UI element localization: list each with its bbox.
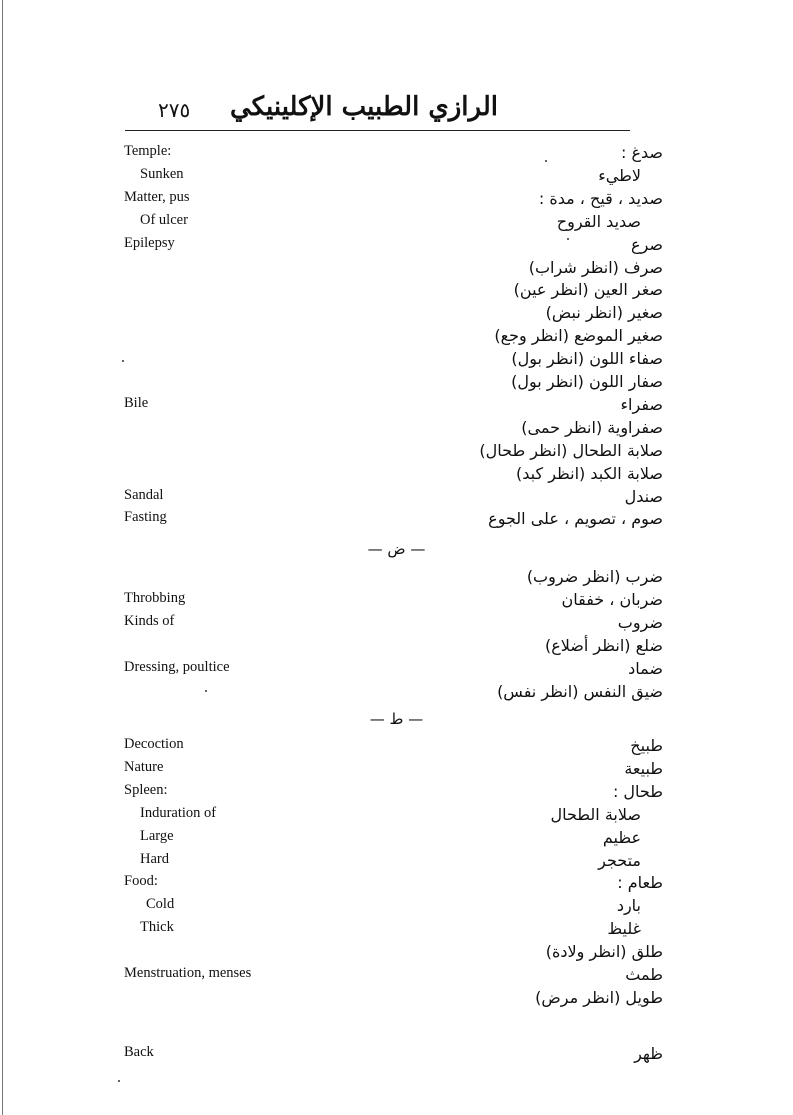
english-term: Of ulcer xyxy=(140,211,188,228)
glossary-entry xyxy=(0,965,793,987)
glossary-entry xyxy=(0,372,793,394)
glossary-entry xyxy=(0,395,793,417)
arabic-term: طلق (انظر ولادة) xyxy=(545,942,663,962)
arabic-term: ظهر xyxy=(634,1044,663,1063)
arabic-term: صديد القروح xyxy=(556,211,641,231)
arabic-term: ضربان ، خفقان xyxy=(561,589,663,609)
glossary-entry xyxy=(0,212,793,234)
arabic-term: صرف (انظر شراب) xyxy=(528,257,663,277)
arabic-term: صغير (انظر نبض) xyxy=(545,303,663,323)
print-speck xyxy=(567,238,569,240)
english-term: Bile xyxy=(124,394,149,411)
arabic-term: صوم ، تصويم ، على الجوع xyxy=(488,509,663,529)
arabic-term: طعام : xyxy=(617,873,663,893)
arabic-term: صفار اللون (انظر بول) xyxy=(511,372,663,391)
english-term: Fasting xyxy=(124,509,167,526)
letter-section-divider: — ط — xyxy=(369,710,424,728)
glossary-entry xyxy=(0,851,793,873)
glossary-entry xyxy=(0,1044,793,1066)
glossary-entry xyxy=(0,487,793,509)
arabic-term: غليظ xyxy=(607,919,641,939)
english-term: Large xyxy=(140,827,174,844)
english-term: Back xyxy=(124,1044,154,1060)
glossary-entry xyxy=(0,759,793,781)
glossary-entry xyxy=(0,873,793,895)
glossary-entry xyxy=(0,189,793,211)
arabic-term: صلابة الكبد (انظر كبد) xyxy=(516,463,663,483)
english-term: Dressing, poultice xyxy=(124,658,230,675)
glossary-entry xyxy=(0,418,793,440)
glossary-entry xyxy=(0,280,793,302)
arabic-term: طحال : xyxy=(612,781,663,801)
print-speck xyxy=(118,1080,120,1082)
english-term: Food: xyxy=(124,873,158,890)
arabic-term: صفراء xyxy=(620,394,663,414)
running-title: الرازي الطبيب الإكلينيكي xyxy=(229,92,498,122)
arabic-term: صندل xyxy=(624,486,663,506)
glossary-entry xyxy=(0,942,793,964)
english-term: Hard xyxy=(140,850,169,867)
arabic-term: صفراوية (انظر حمى) xyxy=(521,417,663,437)
arabic-term: صلابة الطحال (انظر طحال) xyxy=(479,440,663,460)
arabic-term: صدغ : xyxy=(620,143,663,162)
arabic-term: صفاء اللون (انظر بول) xyxy=(511,349,663,369)
glossary-entry xyxy=(0,441,793,463)
english-term: Menstruation, menses xyxy=(124,965,252,981)
print-speck xyxy=(545,160,547,162)
glossary-entry xyxy=(0,143,793,165)
glossary-entry xyxy=(0,258,793,280)
arabic-term: بارد xyxy=(616,896,641,916)
page-number: ٢٧٥ xyxy=(158,98,191,122)
header-rule xyxy=(125,130,630,131)
arabic-term: لاطيء xyxy=(598,165,641,185)
arabic-term: صرع xyxy=(631,234,663,254)
glossary-entry xyxy=(0,636,793,658)
arabic-term: صلابة الطحال xyxy=(550,804,641,824)
glossary-entry xyxy=(0,464,793,486)
english-term: Kinds of xyxy=(124,612,175,629)
arabic-term: ضروب xyxy=(617,612,663,632)
arabic-term: طبيعة xyxy=(624,758,663,778)
glossary-entry xyxy=(0,166,793,188)
glossary-entry xyxy=(0,349,793,371)
english-term: Cold xyxy=(146,896,175,913)
glossary-entry xyxy=(0,896,793,918)
english-term: Throbbing xyxy=(124,589,186,606)
glossary-entry xyxy=(0,988,793,1010)
arabic-term: ضماد xyxy=(628,658,663,678)
glossary-entry xyxy=(0,590,793,612)
english-term: Thick xyxy=(140,919,174,936)
glossary-entry xyxy=(0,919,793,941)
english-term: Induration of xyxy=(140,804,217,821)
letter-section-divider: — ض — xyxy=(367,540,426,558)
glossary-entry xyxy=(0,736,793,758)
english-term: Decoction xyxy=(124,736,184,752)
glossary-entry xyxy=(0,235,793,257)
arabic-term: ضلع (انظر أضلاع) xyxy=(544,635,663,655)
arabic-term: متحجر xyxy=(598,850,641,870)
arabic-term: ضيق النفس (انظر نفس) xyxy=(497,681,663,701)
print-speck xyxy=(122,360,124,362)
arabic-term: طبيخ xyxy=(630,736,663,755)
english-term: Epilepsy xyxy=(124,234,175,251)
english-term: Sandal xyxy=(124,486,164,503)
glossary-entry xyxy=(0,613,793,635)
glossary-entry xyxy=(0,828,793,850)
english-term: Spleen: xyxy=(124,781,168,798)
glossary-entry xyxy=(0,782,793,804)
arabic-term: عظيم xyxy=(602,827,641,847)
glossary-entry xyxy=(0,326,793,348)
arabic-term: طمث xyxy=(625,965,663,984)
print-speck xyxy=(205,690,207,692)
glossary-entry xyxy=(0,567,793,589)
glossary-entry xyxy=(0,303,793,325)
english-term: Matter, pus xyxy=(124,188,190,205)
english-term: Sunken xyxy=(140,165,184,182)
english-term: Nature xyxy=(124,758,164,775)
glossary-entry xyxy=(0,682,793,704)
arabic-term: صغير الموضع (انظر وجع) xyxy=(494,326,663,346)
arabic-term: صديد ، قيح ، مدة : xyxy=(538,188,663,208)
glossary-entry xyxy=(0,659,793,681)
english-term: Temple: xyxy=(124,143,172,159)
glossary-entry xyxy=(0,805,793,827)
arabic-term: طويل (انظر مرض) xyxy=(535,987,663,1007)
arabic-term: ضرب (انظر ضروب) xyxy=(526,567,663,586)
arabic-term: صغر العين (انظر عين) xyxy=(513,280,663,300)
glossary-entry xyxy=(0,509,793,531)
